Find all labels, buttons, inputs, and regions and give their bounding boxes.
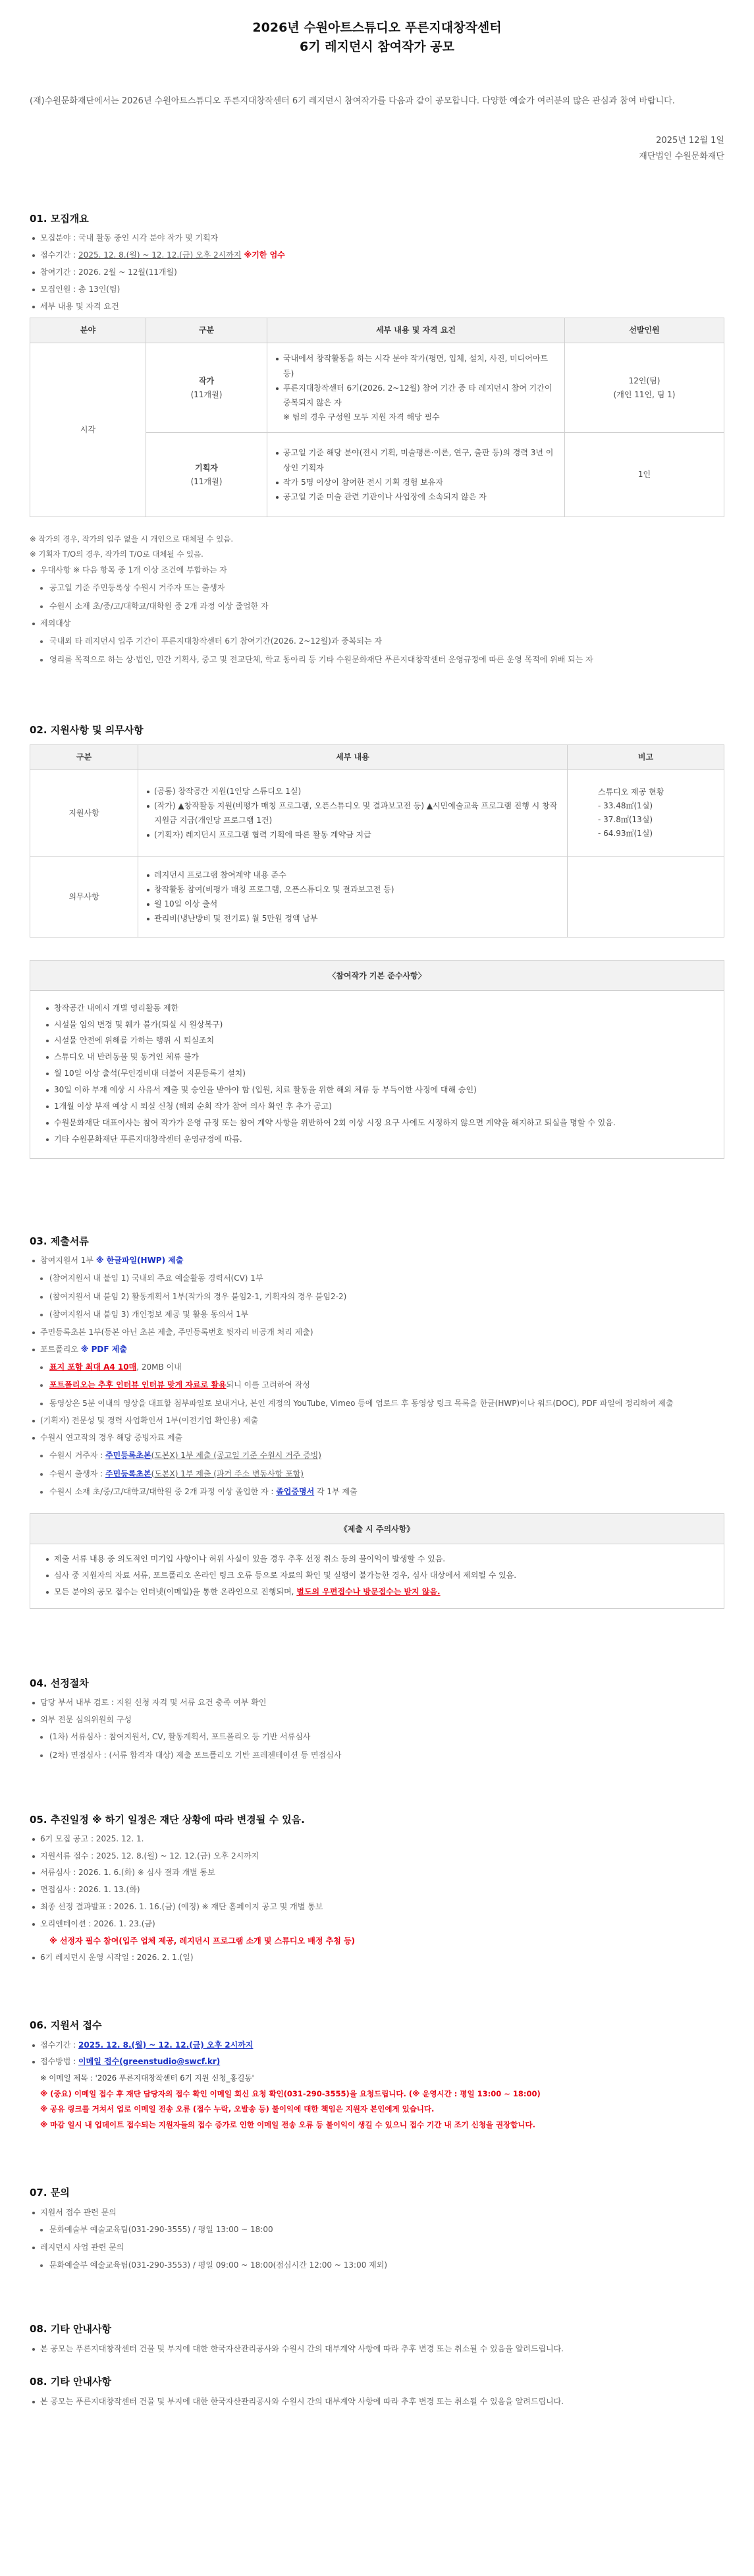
list-item: 모든 분야의 공모 접수는 인터넷(이메일)을 통한 온라인으로 진행되며, 별도의 우편접수나 방문접수는 받지 않음.	[43, 1584, 713, 1600]
contact-list	[30, 2204, 724, 2222]
table-cell-curator-requirements: 공고일 기준 해당 분야(전시 기획, 미술평론·이론, 연구, 출판 등)의 경력 3년 이상인 기획자 작가 5명 이상이 참여한 전시 기획 경험 보유자 공고일 기준 미술 관련 기관이나 사업장에 소속되지 않은 자	[267, 433, 565, 517]
list-item: 시설물 임의 변경 및 훼가 불가(퇴실 시 원상복구)	[43, 1017, 713, 1033]
table-header: 비고	[568, 744, 724, 770]
section-title-etc-repeat: 08. 기타 안내사항	[30, 2376, 111, 2388]
list-item: 창작공간 내에서 개별 영리활동 제한	[43, 1000, 713, 1017]
local-proof-sublist	[36, 1447, 724, 1501]
section-title-contact: 07. 문의	[30, 2187, 70, 2199]
table-header: 세부 내용 및 자격 요건	[267, 318, 565, 343]
list-item: 본 공모는 푸른지대창작센터 건물 및 부지에 대한 한국자산관리공사와 수원시 간의 대부계약 사항에 따라 추후 변경 또는 취소될 수 있음을 알려드립니다.	[30, 2394, 724, 2411]
page-title-line2: 6기 레지던시 참여작가 공모	[300, 39, 454, 54]
notice-date: 2025년 12월 1일	[656, 135, 724, 146]
table-cell-curator: 기획자 (11개월)	[146, 433, 267, 517]
table-cell-duty: 의무사항	[30, 856, 138, 937]
list-item: 영리를 목적으로 하는 상·법인, 민간 기획사, 중고 및 전교단체, 학교 동아리 등 기타 수원문화재단 푸른지대창작센터 운영규정에 따른 운영 목적에 위배 되는 자	[36, 651, 724, 669]
list-item: 접수방법 : 이메일 접수(greenstudio@swcf.kr)	[30, 2054, 724, 2071]
list-item: 최종 선정 결과발표 : 2026. 1. 16.(금) (예정) ※ 재단 홈페이지 공고 및 개별 통보	[30, 1899, 724, 1916]
list-item: (1차) 서류심사 : 참여지원서, CV, 활동계획서, 포트폴리오 등 기반 서류심사	[36, 1728, 724, 1747]
section-title-support: 02. 지원사항 및 의무사항	[30, 724, 144, 737]
application-period: 2025. 12. 8.(월) ~ 12. 12.(금) 오후 2시까지	[78, 250, 242, 260]
schedule-list	[30, 1831, 724, 1967]
list-item: 본 공모는 푸른지대창작센터 건물 및 부지에 대한 한국자산관리공사와 수원시 간의 대부계약 사항에 따라 추후 변경 또는 취소될 수 있음을 알려드립니다.	[30, 2341, 724, 2358]
application-notes: ※ 이메일 제목 : '2026 푸른지대창작센터 6기 지원 신청_홍길동' ※ (중요) 이메일 접수 후 재단 담당자의 접수 확인 이메일 회신 요청 확인(031-290-3555)을 요청드립니다. (※ 운영시간 : 평일 13:00 ~ 18:00) ※ 공유 링크를 거쳐서 업로 이메일 전송 오류 (접수 누락, 오발송 등) 불이익에 대한 책임은 지원자 본인에게 있습니다. ※ 마감 일시 내 업데이트 접수되는 지원자들의 접수 증가로 인한 이메일 전송 오류 등 불이익이 생길 수 있으니 접수 기간 내 조기 신청을 권장합니다.	[40, 2073, 541, 2129]
list-item: 참여지원서 1부 ※ 한글파일(HWP) 제출	[30, 1252, 724, 1270]
portfolio-sublist	[36, 1358, 724, 1413]
rules-list	[43, 1000, 713, 1148]
table-cell-curator-count: 1인	[565, 433, 724, 517]
table-cell-artist-count: 12인(팀) (개인 11인, 팀 1)	[565, 343, 724, 433]
caution-list	[43, 1551, 713, 1600]
list-item: 문화예술부 예술교육팀(031-290-3553) / 평일 09:00 ~ 18:00(점심시간 12:00 ~ 13:00 제외)	[36, 2256, 724, 2275]
table-header: 선발인원	[565, 318, 724, 343]
selection-list	[30, 1694, 724, 1729]
documents-list	[30, 1324, 724, 1358]
table-cell-artist: 작가 (11개월)	[146, 343, 267, 433]
documents-list	[30, 1252, 724, 1270]
contact-list	[30, 2239, 724, 2256]
list-item: 표지 포함 최대 A4 10매, 20MB 이내	[36, 1358, 724, 1377]
list-item: 지원서류 접수 : 2025. 12. 8.(월) ~ 12. 12.(금) 오후 2시까지	[30, 1848, 724, 1865]
table-cell-artist-requirements: 국내에서 창작활동을 하는 시각 분야 작가(평면, 입체, 설치, 사진, 미디어아트 등) 푸른지대창작센터 6기(2026. 2~12월) 참여 기간 중 타 레지던시 참여 기간이 중복되지 않은 자 ※ 팀의 경우 구성원 모두 지원 자격 해당 필수	[267, 343, 565, 433]
list-item: 참여기간 : 2026. 2월 ~ 12월(11개월)	[30, 264, 724, 281]
table-cell-duty-details: 레지던시 프로그램 참여계약 내용 준수 창작활동 참여(비평가 매칭 프로그램, 오픈스튜디오 및 결과보고전 등) 월 10일 이상 출석 관리비(냉난방비 및 전기료) 월 5만원 정액 납부	[138, 856, 568, 937]
section-title-application: 06. 지원서 접수	[30, 2019, 102, 2032]
list-item: 서류심사 : 2026. 1. 6.(화) ※ 심사 결과 개별 통보	[30, 1864, 724, 1882]
list-item: 지원서 접수 관련 문의	[30, 2204, 724, 2222]
list-item: 세부 내용 및 자격 요건	[30, 298, 724, 316]
table-cell-field: 시각	[30, 343, 146, 517]
list-item: 제외대상	[30, 615, 724, 632]
list-item: 외부 전문 심의위원회 구성	[30, 1712, 724, 1729]
preference-sublist	[36, 579, 724, 615]
list-item: 수원시 연고작의 경우 해당 증빙자료 제출	[30, 1430, 724, 1447]
list-item: (참여지원서 내 붙임 3) 개인정보 제공 및 활용 동의서 1부	[36, 1306, 724, 1324]
table-cell-support-details: (공통) 창작공간 지원(1인당 스튜디오 1실) (작가) ▲창작활동 지원(비평가 매칭 프로그램, 오픈스튜디오 및 결과보고전 등) ▲시민예술교육 프로그램 진행 시 창작지원금 지급(개인당 프로그램 1건) (기획자) 레지던시 프로그램 협력 기획에 따른 활동 계약금 지급	[138, 770, 568, 856]
overview-list	[30, 230, 724, 315]
list-item: 수원시 출생자 : 주민등록초본(도본X) 1부 제출 (과거 주소 변동사항 포함)	[36, 1465, 724, 1484]
list-item: 6기 레지던시 운영 시작일 : 2026. 2. 1.(일)	[30, 1949, 724, 1967]
documents-list	[30, 1413, 724, 1447]
page-title	[30, 18, 724, 56]
exclusion-list	[30, 615, 724, 632]
documents-sublist	[36, 1270, 724, 1324]
section-title-etc: 08. 기타 안내사항	[30, 2323, 111, 2336]
list-item: 월 10일 이상 출석(무인경비대 더불어 지문등록기 설치)	[43, 1065, 713, 1082]
etc-list-repeat	[30, 2394, 724, 2411]
support-table	[30, 744, 724, 938]
list-item: 기타 수원문화재단 푸른지대창작센터 운영규정에 따름.	[43, 1131, 713, 1148]
list-item: 모집분야 : 국내 활동 중인 시각 분야 작가 및 기획자	[30, 230, 724, 247]
list-item: 스튜디오 내 반려동물 및 동거인 체류 불가	[43, 1049, 713, 1065]
list-item: 1개월 이상 부재 예상 시 퇴실 신청 (해외 순회 작가 참여 의사 확인 후 추가 공고)	[43, 1098, 713, 1115]
exclusion-sublist	[36, 632, 724, 669]
list-item: 수원시 소재 초/중/고/대학교/대학원 중 2개 과정 이상 졸업한 자	[36, 598, 724, 616]
preference-list	[30, 562, 724, 579]
table-header: 세부 내용	[138, 744, 568, 770]
rules-box	[30, 960, 724, 1160]
list-item: 공고일 기준 주민등록상 수원시 거주자 또는 출생자	[36, 579, 724, 598]
etc-list	[30, 2341, 724, 2358]
table-header: 구분	[30, 744, 138, 770]
table-cell-empty	[568, 856, 724, 937]
notice-org: 재단법인 수원문화재단	[639, 152, 724, 162]
list-item: (참여지원서 내 붙임 2) 활동계획서 1부(작가의 경우 붙임2-1, 기획자의 경우 붙임2-2)	[36, 1288, 724, 1306]
list-item: 6기 모집 공고 : 2025. 12. 1.	[30, 1831, 724, 1848]
date-block	[30, 133, 724, 165]
list-item: 시설물 안전에 위해를 가하는 행위 시 퇴실조치	[43, 1032, 713, 1049]
recruitment-table	[30, 318, 724, 517]
section-title-documents: 03. 제출서류	[30, 1235, 89, 1248]
list-item: 면접심사 : 2026. 1. 13.(화)	[30, 1882, 724, 1899]
list-item: 30일 이하 부재 예상 시 사유서 제출 및 승인을 받아야 함 (입원, 치료 활동을 위한 해외 체류 등 부득이한 사정에 대해 승인)	[43, 1082, 713, 1098]
table-header: 분야	[30, 318, 146, 343]
table-header: 구분	[146, 318, 267, 343]
list-item: 수원문화재단 대표이사는 참여 작가가 운영 규정 또는 참여 계약 사항을 위반하여 2회 이상 시정 요구 사에도 시정하지 않으면 계약을 해지하고 퇴실을 명할 수 있음.	[43, 1115, 713, 1131]
intro-text: (재)수원문화재단에서는 2026년 수원아트스튜디오 푸른지대창작센터 6기 레지던시 참여작가를 다음과 같이 공모합니다. 다양한 예술가 여러분의 많은 관심과 참여 바랍니다.	[30, 96, 675, 106]
table-cell-studio-info: 스튜디오 제공 현황 - 33.48㎡(1실) - 37.8㎡(13실) - 64.93㎡(1실)	[568, 770, 724, 856]
contact-sublist	[36, 2221, 724, 2239]
deadline-note: ※기한 엄수	[241, 250, 285, 260]
list-item: (기획자) 전문성 및 경력 사업확인서 1부(이전기업 확인용) 제출	[30, 1413, 724, 1430]
list-item: 포트폴리오 ※ PDF 제출	[30, 1341, 724, 1358]
list-item: 국내외 타 레지던시 입주 기간이 푸른지대창작센터 6기 참여기간(2026. 2~12월)과 중복되는 자	[36, 632, 724, 651]
list-item: 문화예술부 예술교육팀(031-290-3555) / 평일 13:00 ~ 18:00	[36, 2221, 724, 2239]
section-title-selection: 04. 선정절차	[30, 1677, 89, 1689]
list-item: 수원시 소재 초/중/고/대학교/대학원 중 2개 과정 이상 졸업한 자 : 졸업증명서 각 1부 제출	[36, 1483, 724, 1501]
application-list	[30, 2037, 724, 2071]
list-item: 레지던시 사업 관련 문의	[30, 2239, 724, 2256]
list-item: 제출 서류 내용 중 의도적인 미기입 사항이나 허위 사실이 있을 경우 추후 선정 취소 등의 불이익이 발생할 수 있음.	[43, 1551, 713, 1567]
table-cell-support: 지원사항	[30, 770, 138, 856]
application-period: 2025. 12. 8.(월) ~ 12. 12.(금) 오후 2시까지	[78, 2040, 254, 2050]
list-item: (참여지원서 내 붙임 1) 국내외 주요 예술활동 경력서(CV) 1부	[36, 1270, 724, 1288]
caution-box-title: 《제출 시 주의사항》	[30, 1514, 724, 1544]
contact-sublist	[36, 2256, 724, 2275]
page-title-line1: 2026년 수원아트스튜디오 푸른지대창작센터	[252, 20, 502, 35]
list-item: 심사 중 지원자의 자료 서류, 포트폴리오 온라인 링크 오류 등으로 자료의 확인 및 실행이 불가능한 경우, 심사 대상에서 제외될 수 있음.	[43, 1567, 713, 1584]
list-item: 수원시 거주자 : 주민등록초본(도본X) 1부 제출 (공고일 기준 수원시 거주 증빙)	[36, 1447, 724, 1465]
section-title-schedule: 05. 추진일정 ※ 하기 일정은 재단 상황에 따라 변경될 수 있음.	[30, 1813, 305, 1826]
list-item: 우대사항 ※ 다음 항목 중 1개 이상 조건에 부합하는 자	[30, 562, 724, 579]
list-item: 주민등록초본 1부(등본 아닌 초본 제출, 주민등록번호 뒷자리 비공개 처리 제출)	[30, 1324, 724, 1341]
caution-box	[30, 1513, 724, 1609]
overview-notes: ※ 작가의 경우, 작가의 입주 없을 시 개인으로 대체될 수 있음. ※ 기획자 T/O의 경우, 작가의 T/O로 대체될 수 있음.	[30, 534, 234, 559]
list-item: 동영상은 5분 이내의 영상을 대표할 첨부파일로 보내거나, 본인 계정의 YouTube, Vimeo 등에 업로드 후 동영상 링크 목록을 한글(HWP)이나 워드(DOC), PDF 파일에 정리하여 제출	[36, 1395, 724, 1413]
selection-sublist	[36, 1728, 724, 1764]
section-title-overview: 01. 모집개요	[30, 213, 89, 225]
list-item: 접수기간 : 2025. 12. 8.(월) ~ 12. 12.(금) 오후 2시까지	[30, 2037, 724, 2054]
list-item: 담당 부서 내부 검토 : 지원 신청 자격 및 서류 요건 충족 여부 확인	[30, 1694, 724, 1712]
application-email-link[interactable]: 이메일 접수(greenstudio@swcf.kr)	[78, 2057, 221, 2067]
rules-box-title: 〈참여작가 기본 준수사항〉	[30, 961, 724, 991]
list-item: 모집인원 : 총 13인(팀)	[30, 281, 724, 298]
list-item: 접수기간 : 2025. 12. 8.(월) ~ 12. 12.(금) 오후 2시까지 ※기한 엄수	[30, 247, 724, 264]
list-item: 포트폴리오는 추후 인터뷰 인터뷰 맞게 자료로 활용되니 이를 고려하여 작성	[36, 1376, 724, 1395]
list-item: (2차) 면접심사 : (서류 합격자 대상) 제출 포트폴리오 기반 프레젠테이션 등 면접심사	[36, 1747, 724, 1765]
list-item: 오리엔테이션 : 2026. 1. 23.(금) ※ 선정자 필수 참여(입주 업체 제공, 레지던시 프로그램 소개 및 스튜디오 배정 추첨 등)	[30, 1916, 724, 1950]
